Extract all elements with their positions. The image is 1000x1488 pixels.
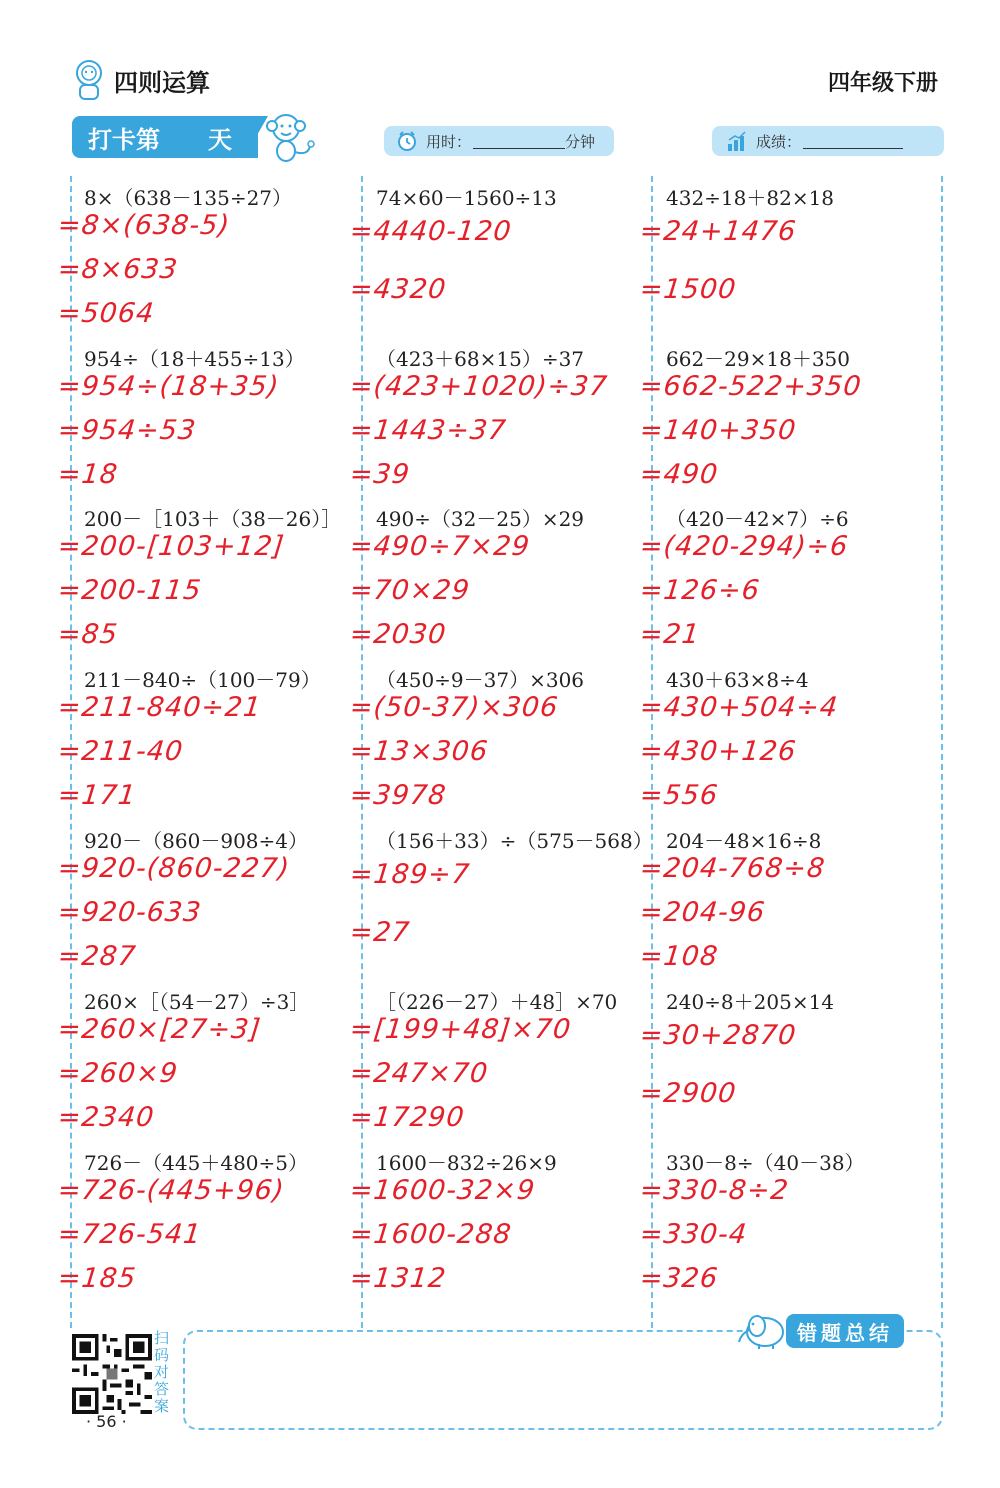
answer-step: =330-8÷2: [638, 1175, 791, 1206]
answer-step: =171: [56, 780, 138, 811]
answer-step: =(423+1020)÷37: [348, 371, 610, 402]
answer-step: =21: [638, 619, 702, 650]
answer-step: =920-(860-227): [56, 853, 292, 884]
answer-step: =2340: [56, 1102, 156, 1133]
problem-expression: （423＋68×15）÷37: [376, 347, 585, 371]
answer-step: =[199+48]×70: [348, 1014, 573, 1045]
answer-step: =726-(445+96): [56, 1175, 287, 1206]
answer-step: =556: [638, 780, 720, 811]
problem-cell: [350, 343, 640, 501]
problem-expression: 211－840÷（100－79）: [84, 668, 321, 692]
problem-cell: [640, 986, 930, 1144]
checkin-day-label: 打卡第: [88, 125, 160, 154]
problem-cell: [640, 1147, 930, 1305]
answer-step: =430+126: [638, 736, 798, 767]
answer-step: =189÷7: [348, 859, 472, 890]
problem-cell: [640, 825, 930, 983]
chart-icon: [726, 130, 748, 152]
answer-step: =490÷7×29: [348, 531, 532, 562]
answer-step: =1500: [638, 274, 738, 305]
answer-step: =204-768÷8: [638, 853, 827, 884]
problem-cell: [350, 664, 640, 822]
problem-cell: [58, 986, 348, 1144]
problem-cell: [640, 503, 930, 661]
answer-step: =200-115: [56, 575, 204, 606]
answer-step: =3978: [348, 780, 448, 811]
answer-step: =430+504÷4: [638, 692, 840, 723]
answer-step: =27: [348, 917, 412, 948]
answer-step: =5064: [56, 298, 156, 329]
problem-expression: 204－48×16÷8: [666, 829, 822, 853]
answer-step: =200-[103+12]: [56, 531, 287, 562]
answer-step: =1600-32×9: [348, 1175, 537, 1206]
problem-expression: （420－42×7）÷6: [666, 507, 849, 531]
header-topic: [72, 58, 210, 102]
answer-step: =954÷(18+35): [56, 371, 281, 402]
elephant-icon: [735, 1306, 787, 1350]
answer-step: =260×[27÷3]: [56, 1014, 263, 1045]
problem-cell: [640, 664, 930, 822]
page-number: · 56 ·: [86, 1412, 127, 1431]
answer-step: =108: [638, 941, 720, 972]
problem-expression: 430＋63×8÷4: [666, 668, 809, 692]
problem-cell: [640, 182, 930, 340]
answer-step: =211-40: [56, 736, 185, 767]
problem-expression: （450÷9－37）×306: [376, 668, 585, 692]
answer-step: =126÷6: [638, 575, 762, 606]
problem-expression: 490÷（32－25）×29: [376, 507, 585, 531]
problem-cell: [640, 343, 930, 501]
answer-step: =326: [638, 1263, 720, 1294]
answer-step: =954÷53: [56, 415, 198, 446]
problem-cell: [58, 1147, 348, 1305]
problem-expression: 1600－832÷26×9: [376, 1151, 557, 1175]
score-field[interactable]: [712, 126, 944, 156]
answer-step: =330-4: [638, 1219, 749, 1250]
mistake-summary-title: 错题总结: [786, 1314, 904, 1348]
answer-step: =140+350: [638, 415, 798, 446]
answer-step: =1600-288: [348, 1219, 514, 1250]
answer-step: =8×(638-5): [56, 210, 232, 241]
answer-step: =247×70: [348, 1058, 490, 1089]
problem-expression: 240÷8＋205×14: [666, 990, 835, 1014]
answer-step: =260×9: [56, 1058, 180, 1089]
answer-step: =1443÷37: [348, 415, 508, 446]
answer-step: =204-96: [638, 897, 767, 928]
qr-label: 扫码对答案: [154, 1329, 170, 1415]
checkin-day-unit: 天: [208, 125, 232, 154]
answer-step: =(50-37)×306: [348, 692, 560, 723]
answer-step: =185: [56, 1263, 138, 1294]
problem-cell: [58, 182, 348, 340]
time-label: 用时：: [426, 132, 472, 151]
column-divider: [941, 176, 943, 1328]
problem-expression: 662－29×18＋350: [666, 347, 851, 371]
time-field[interactable]: [384, 126, 614, 156]
answer-step: =17290: [348, 1102, 467, 1133]
time-unit: 分钟: [565, 132, 596, 151]
problem-cell: [58, 825, 348, 983]
answer-step: =2900: [638, 1078, 738, 1109]
problem-expression: 260×［（54－27）÷3］: [84, 990, 310, 1014]
score-label: 成绩：: [756, 132, 802, 151]
problem-expression: （156＋33）÷（575－568）: [376, 829, 653, 853]
problem-cell: [350, 986, 640, 1144]
problem-expression: 74×60－1560÷13: [376, 186, 557, 210]
grade-label: 四年级下册: [827, 71, 938, 96]
answer-step: =(420-294)÷6: [638, 531, 850, 562]
answer-step: =490: [638, 459, 720, 490]
monkey-icon: [262, 108, 318, 164]
problem-cell: [58, 343, 348, 501]
answer-step: =211-840÷21: [56, 692, 264, 723]
problem-cell: [58, 664, 348, 822]
answer-step: =8×633: [56, 254, 180, 285]
problem-expression: ［（226－27）＋48］×70: [376, 990, 618, 1014]
problem-expression: 432÷18＋82×18: [666, 186, 835, 210]
answer-step: =85: [56, 619, 120, 650]
answer-step: =726-541: [56, 1219, 204, 1250]
answer-step: =2030: [348, 619, 448, 650]
answer-step: =4320: [348, 274, 448, 305]
answer-step: =13×306: [348, 736, 490, 767]
qr-code[interactable]: [72, 1334, 152, 1414]
problem-cell: [350, 1147, 640, 1305]
answer-step: =30+2870: [638, 1020, 798, 1051]
problem-cell: [58, 503, 348, 661]
problem-cell: [350, 503, 640, 661]
answer-step: =287: [56, 941, 138, 972]
answer-step: =18: [56, 459, 120, 490]
answer-step: =70×29: [348, 575, 472, 606]
problem-expression: 726－（445＋480÷5）: [84, 1151, 309, 1175]
lion-icon: [72, 59, 106, 101]
problem-expression: 8×（638－135÷27）: [84, 186, 293, 210]
problem-expression: 200－［103＋（38－26）］: [84, 507, 342, 531]
problem-expression: 330－8÷（40－38）: [666, 1151, 865, 1175]
problem-cell: [348, 825, 653, 983]
checkin-banner: [72, 116, 258, 158]
topic-title: 四则运算: [114, 68, 210, 97]
problem-cell: [350, 182, 640, 340]
answer-step: =920-633: [56, 897, 204, 928]
answer-step: =662-522+350: [638, 371, 864, 402]
answer-step: =39: [348, 459, 412, 490]
clock-icon: [396, 130, 418, 152]
answer-step: =24+1476: [638, 216, 798, 247]
answer-step: =4440-120: [348, 216, 514, 247]
answer-step: =1312: [348, 1263, 448, 1294]
problem-expression: 920－（860－908÷4）: [84, 829, 309, 853]
problem-expression: 954÷（18＋455÷13）: [84, 347, 305, 371]
